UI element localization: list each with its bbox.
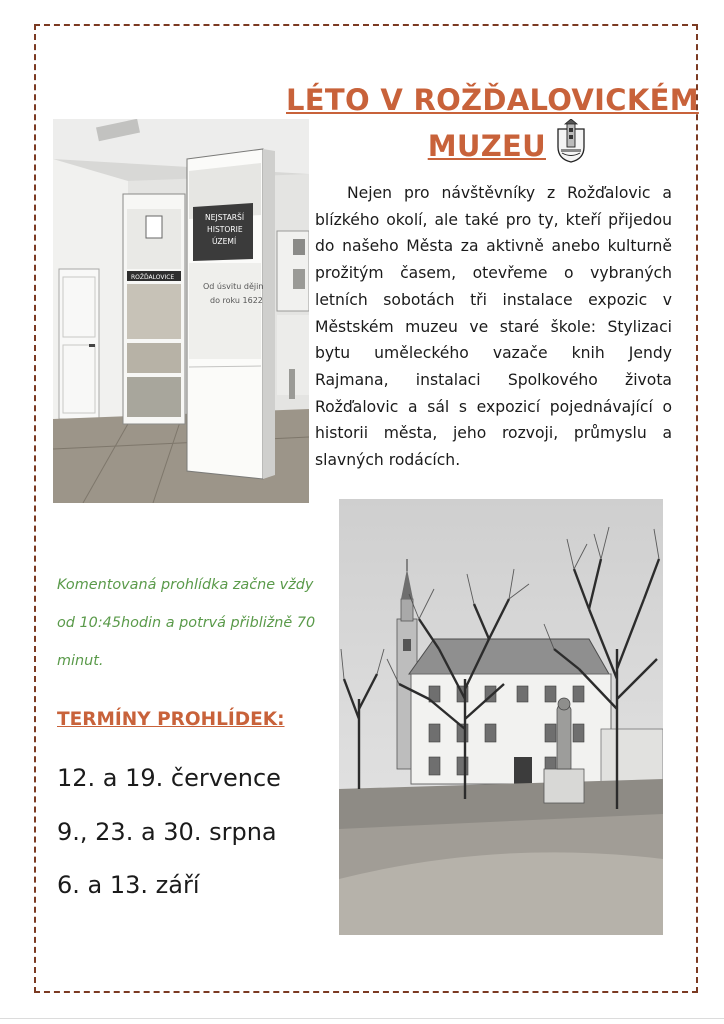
museum-building-photo — [339, 499, 663, 935]
page-title-line-1: LÉTO V ROŽĎALOVICKÉM — [286, 83, 699, 117]
panel-sub-line-2: do roku 1622 — [210, 296, 263, 305]
page-bottom-rule — [0, 1018, 724, 1019]
tour-date-august: 9., 23. a 30. srpna — [57, 817, 277, 846]
tour-date-september: 6. a 13. září — [57, 871, 200, 899]
page-title-line-2: MUZEU — [427, 129, 546, 163]
tour-dates-heading: TERMÍNY PROHLÍDEK: — [57, 709, 285, 730]
panel-heading-line-3: ÚZEMÍ — [212, 237, 237, 246]
panel-heading-line-1: NEJSTARŠÍ — [205, 213, 245, 222]
side-panel-label: ROŽĎALOVICE — [131, 274, 175, 281]
guided-tour-note: Komentovaná prohlídka začne vždy od 10:45hodin a potrvá přibližně 70 minut. — [57, 577, 316, 669]
tour-date-july: 12. a 19. července — [57, 764, 281, 792]
exhibition-interior-photo — [53, 119, 309, 503]
tour-dates-list — [57, 752, 281, 913]
intro-paragraph: Nejen pro návštěvníky z Rožďalovic a blízkého okolí, ale také pro ty, kteří přijedou do našeho Města za aktivně anebo kulturně prožitým časem, otevřeme o vybraných letních sobotách tři instalace expozic v Městském muzeu ve staré škole: Stylizaci bytu uměleckého vazače knih Jendy Rajmana, instalaci Spolkového života Rožďalovic a sál s expozicí pojednávající o historii města, jeho rozvoji, průmyslu a slavných rodácích. — [315, 184, 672, 470]
panel-heading-line-2: HISTORIE — [207, 225, 243, 234]
panel-sub-line-1: Od úsvitu dějin — [203, 282, 264, 291]
town-coat-of-arms-icon — [556, 119, 586, 163]
